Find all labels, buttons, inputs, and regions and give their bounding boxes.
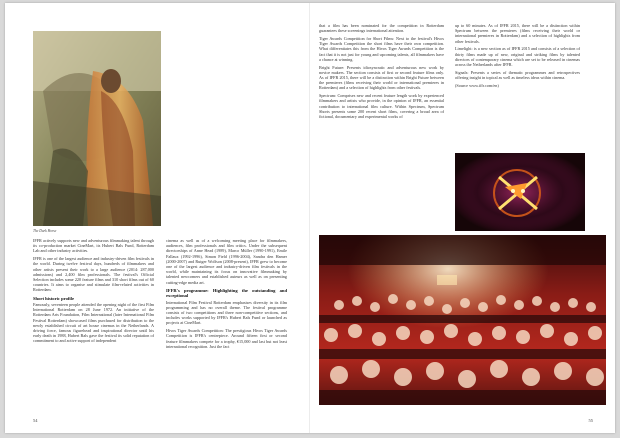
- paragraph: (Source www.iffr.com/en): [455, 82, 499, 88]
- right-page-column-1: [319, 23, 444, 122]
- right-page-column-2: [455, 23, 580, 91]
- paragraph: Signals: Presents a series of thematic programmes and retrospectives offering insight in topical as well as timeless ideas within cinema.: [455, 69, 580, 81]
- paragraph: Tiger Awards Competition for Short Films: Next to the festival's Hivos Tiger Awards Competition the short films have their own competition. What differentiates this from the Hivos Tiger Awards Competition is the fact that it is not just for young and upcoming talents, all filmmakers have a chance at winning.: [319, 36, 444, 62]
- left-page: [5, 3, 310, 433]
- paragraph: Famously, seventeen people attended the opening night of the first Film International Rotterdam on 28 June 1972. An initiative of the Rotterdam Arts Foundation, Film International (later International Film Festival Rotterdam) showcased films purchased for distribution to the newly established circuit of art house cinemas in the Netherlands. A driving force, famous figurehead and inspirational director until his early death in 1988, Hubert Bals gave the festival its solid reputation of commitment to and active support of independent: [33, 302, 154, 344]
- section-heading: IFFR's programme: Highlighting the outstanding and exceptional: [166, 287, 287, 299]
- crowd-photo: [319, 235, 606, 405]
- right-page: [310, 3, 615, 433]
- paragraph: International Film Festival Rotterdam emphasises diversity in its film programming and has no overall theme. The festival programme consists of two competitions and three non-competitive sections, and includes works supported by IFFR's Hubert Bals Fund or launched as projects at CineMart.: [166, 299, 287, 326]
- photo-caption: The Dark Horse: [33, 229, 57, 233]
- paragraph: Spectrum: Comprises new and recent feature length work by experienced filmmakers and artists who provide, in the opinion of IFFR, an essential contribution to international film culture. Within Spectrum, Spectrum Shorts presents some 200 recent short films, covering a broad area of fictional, documentary and experimental works of: [319, 93, 444, 120]
- neon-tiger-photo: [455, 153, 585, 231]
- paragraph: IFFR actively supports new and adventurous filmmaking talent through its co-production market CineMart, its Hubert Bals Fund, Rotterdam Lab and other industry activities.: [33, 238, 154, 254]
- left-page-column-1: [33, 238, 154, 346]
- paragraph: cinema as well as of a welcoming meeting place for filmmakers, audiences, film professionals and film critics. Under the subsequent directorships of Anne Head (1989), Marco Müller (1990-1991), Emile Fallaux (1992-1996), Simon Field (1996-2004), Sandra den Hamer (2000-2007) and Rutger Wolfson (2008-present), IFFR grew to become one of the largest audience and industry-driven film festivals in the world, while maintaining its focus on innovative filmmaking by talented newcomers and established auteurs as well as on presenting cutting-edge media art.: [166, 238, 287, 285]
- paragraph: up to 60 minutes. As of IFFR 2015, there will be a distinction within Spectrum between the premieres (films receiving their world or international premieres in Rotterdam) and a selection of highlights from other festivals.: [455, 23, 580, 44]
- page-number: 54: [33, 418, 38, 423]
- left-page-column-2: [166, 238, 287, 352]
- page-number: 55: [588, 418, 593, 423]
- paragraph: Bright Future: Presents idiosyncratic and adventurous new work by novice makers. The section consists of first or second feature films only. As of IFFR 2015, there will be a distinction within Bright Future between the premieres (films receiving their world or international premieres in Rotterdam) and a selection of highlights from other festivals.: [319, 64, 444, 91]
- section-heading: Short historic profile: [33, 295, 75, 301]
- film-still-photo: [33, 31, 161, 226]
- paragraph: Hivos Tiger Awards Competition: The prestigious Hivos Tiger Awards Competition is IFFR's centrepiece. Around fifteen first or second feature filmmakers compete for a trophy, €15,000 and last but not least international recognition. Just the fact: [166, 328, 287, 349]
- paragraph: that a film has been nominated for the competition in Rotterdam guarantees these screenings international attention.: [319, 23, 444, 34]
- paragraph: IFFR is one of the largest audience and industry-driven film festivals in the world. During twelve festival days, hundreds of filmmakers and other artists present their work to a large audience (2014: 287,000 admissions) and 2,400 film professionals. The festival's Official Selection includes some 220 feature films and 310 short films out of 60 countries. It aims to organise and stimulate film-related activities in Rotterdam.: [33, 256, 154, 293]
- paragraph: Limelight: is a new section as of IFFR 2015 and consists of a selection of thirty films made up of new, original and striking films by talented directors of contemporary cinema which are set to be released in cinemas across the Netherlands after IFFR.: [455, 46, 580, 68]
- magazine-spread: [5, 3, 615, 433]
